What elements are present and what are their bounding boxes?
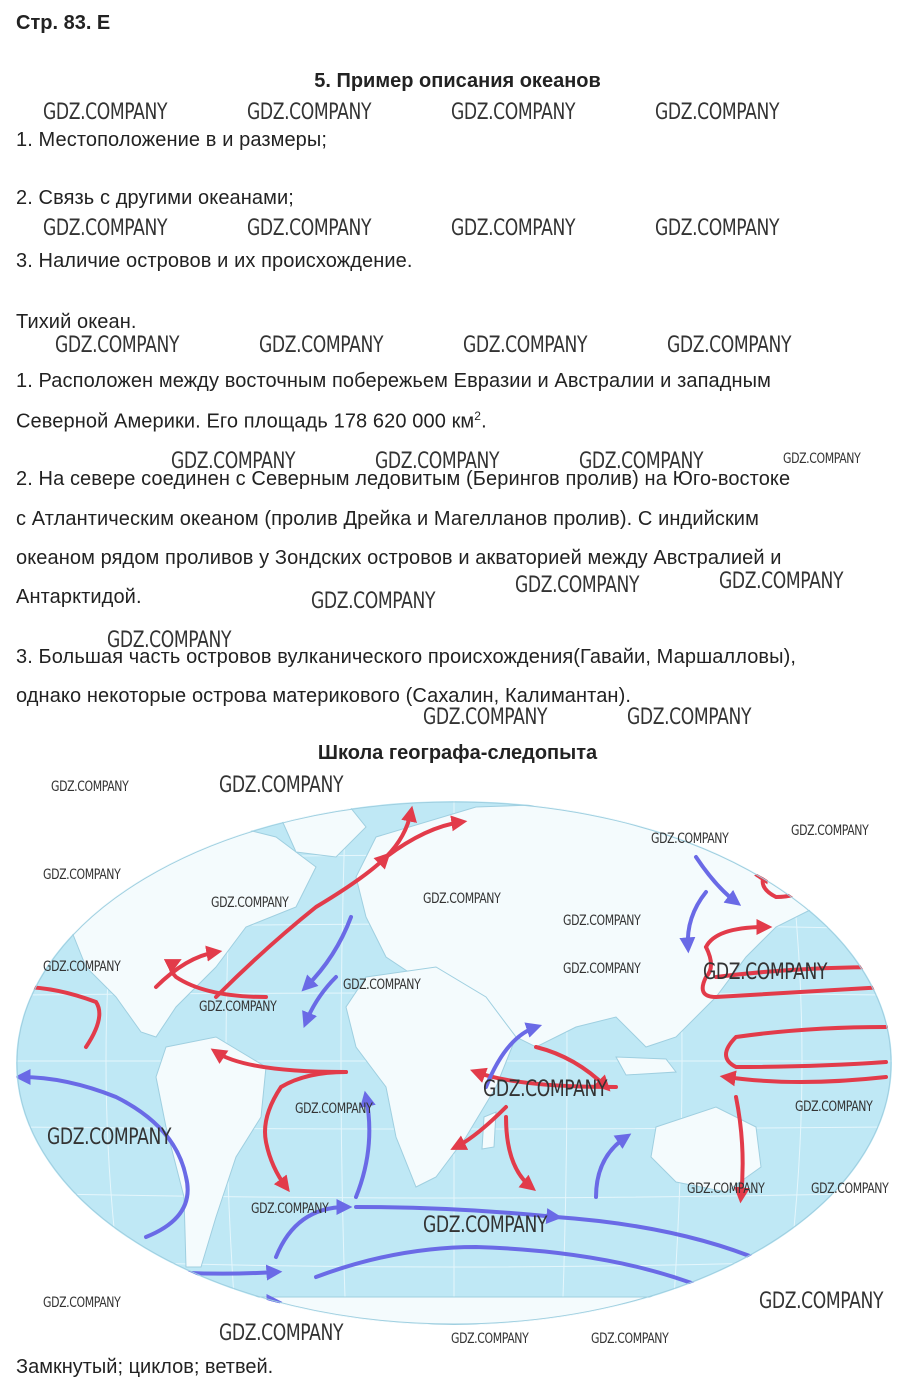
watermark: GDZ.COMPANY bbox=[423, 891, 501, 907]
watermark: GDZ.COMPANY bbox=[295, 1101, 373, 1117]
world-map-image bbox=[16, 797, 892, 1325]
footer-answer: Замкнутый; циклов; ветвей. bbox=[16, 1356, 274, 1378]
watermark: GDZ.COMPANY bbox=[47, 1125, 172, 1150]
watermark: GDZ.COMPANY bbox=[655, 216, 780, 241]
area-text: Северной Америки. Его площадь 178 620 000 км bbox=[16, 410, 475, 433]
watermark: GDZ.COMPANY bbox=[463, 333, 588, 358]
watermark: GDZ.COMPANY bbox=[375, 449, 500, 474]
answer-paragraph-2-line: океаном рядом проливов у Зондских островов и акваторией между Австралией и bbox=[16, 547, 782, 569]
watermark: GDZ.COMPANY bbox=[579, 449, 704, 474]
answer-paragraph-2-line: 2. На севере соединен с Северным ледовитым (Берингов пролив) на Юго-востоке bbox=[16, 468, 791, 490]
watermark: GDZ.COMPANY bbox=[651, 831, 729, 847]
answer-paragraph-2-line: Антарктидой. bbox=[16, 586, 142, 608]
watermark: GDZ.COMPANY bbox=[343, 977, 421, 993]
watermark: GDZ.COMPANY bbox=[423, 705, 548, 730]
watermark: GDZ.COMPANY bbox=[199, 999, 277, 1015]
watermark: GDZ.COMPANY bbox=[43, 867, 121, 883]
watermark: GDZ.COMPANY bbox=[219, 773, 344, 798]
plan-item: 3. Наличие островов и их происхождение. bbox=[16, 250, 413, 272]
watermark: GDZ.COMPANY bbox=[791, 823, 869, 839]
watermark: GDZ.COMPANY bbox=[655, 100, 780, 125]
watermark: GDZ.COMPANY bbox=[667, 333, 792, 358]
area-superscript: 2 bbox=[474, 409, 482, 423]
watermark: GDZ.COMPANY bbox=[259, 333, 384, 358]
watermark: GDZ.COMPANY bbox=[451, 1331, 529, 1347]
watermark: GDZ.COMPANY bbox=[251, 1201, 329, 1217]
section-title-ocean-description: 5. Пример описания океанов bbox=[314, 70, 601, 92]
watermark: GDZ.COMPANY bbox=[171, 449, 296, 474]
watermark: GDZ.COMPANY bbox=[687, 1181, 765, 1197]
plan-item: 1. Местоположение в и размеры; bbox=[16, 129, 328, 151]
watermark: GDZ.COMPANY bbox=[43, 959, 121, 975]
watermark: GDZ.COMPANY bbox=[247, 100, 372, 125]
watermark: GDZ.COMPANY bbox=[811, 1181, 889, 1197]
watermark: GDZ.COMPANY bbox=[423, 1213, 548, 1238]
watermark: GDZ.COMPANY bbox=[719, 569, 844, 594]
watermark: GDZ.COMPANY bbox=[107, 628, 232, 653]
watermark: GDZ.COMPANY bbox=[211, 895, 289, 911]
watermark: GDZ.COMPANY bbox=[563, 913, 641, 929]
answer-paragraph-1-line bbox=[16, 409, 487, 434]
watermark: GDZ.COMPANY bbox=[483, 1077, 608, 1102]
watermark: GDZ.COMPANY bbox=[219, 1321, 344, 1346]
watermark: GDZ.COMPANY bbox=[451, 100, 576, 125]
watermark: GDZ.COMPANY bbox=[591, 1331, 669, 1347]
watermark: GDZ.COMPANY bbox=[783, 451, 861, 467]
watermark: GDZ.COMPANY bbox=[451, 216, 576, 241]
answer-paragraph-1-line: 1. Расположен между восточным побережьем Евразии и Австралии и западным bbox=[16, 370, 771, 392]
watermark: GDZ.COMPANY bbox=[43, 1295, 121, 1311]
watermark: GDZ.COMPANY bbox=[247, 216, 372, 241]
watermark: GDZ.COMPANY bbox=[51, 779, 129, 795]
plan-item: 2. Связь с другими океанами; bbox=[16, 187, 294, 209]
answer-paragraph-3-line: однако некоторые острова материкового (Сахалин, Калимантан). bbox=[16, 685, 631, 707]
ocean-currents-map bbox=[16, 797, 892, 1325]
watermark: GDZ.COMPANY bbox=[627, 705, 752, 730]
watermark: GDZ.COMPANY bbox=[563, 961, 641, 977]
watermark: GDZ.COMPANY bbox=[795, 1099, 873, 1115]
answer-paragraph-2-line: с Атлантическим океаном (пролив Дрейка и Магелланов пролив). С индийским bbox=[16, 508, 759, 530]
answer-paragraph-3-line: 3. Большая часть островов вулканического происхождения(Гавайи, Маршалловы), bbox=[16, 646, 797, 668]
section-title-geographer-school: Школа географа-следопыта bbox=[317, 742, 598, 764]
watermark: GDZ.COMPANY bbox=[43, 100, 168, 125]
watermark: GDZ.COMPANY bbox=[311, 589, 436, 614]
watermark: GDZ.COMPANY bbox=[703, 960, 828, 985]
watermark: GDZ.COMPANY bbox=[759, 1289, 884, 1314]
watermark: GDZ.COMPANY bbox=[43, 216, 168, 241]
watermark: GDZ.COMPANY bbox=[55, 333, 180, 358]
area-period: . bbox=[481, 410, 487, 433]
watermark: GDZ.COMPANY bbox=[515, 573, 640, 598]
page-header: Стр. 83. Е bbox=[16, 12, 111, 34]
ocean-name: Тихий океан. bbox=[16, 311, 137, 333]
